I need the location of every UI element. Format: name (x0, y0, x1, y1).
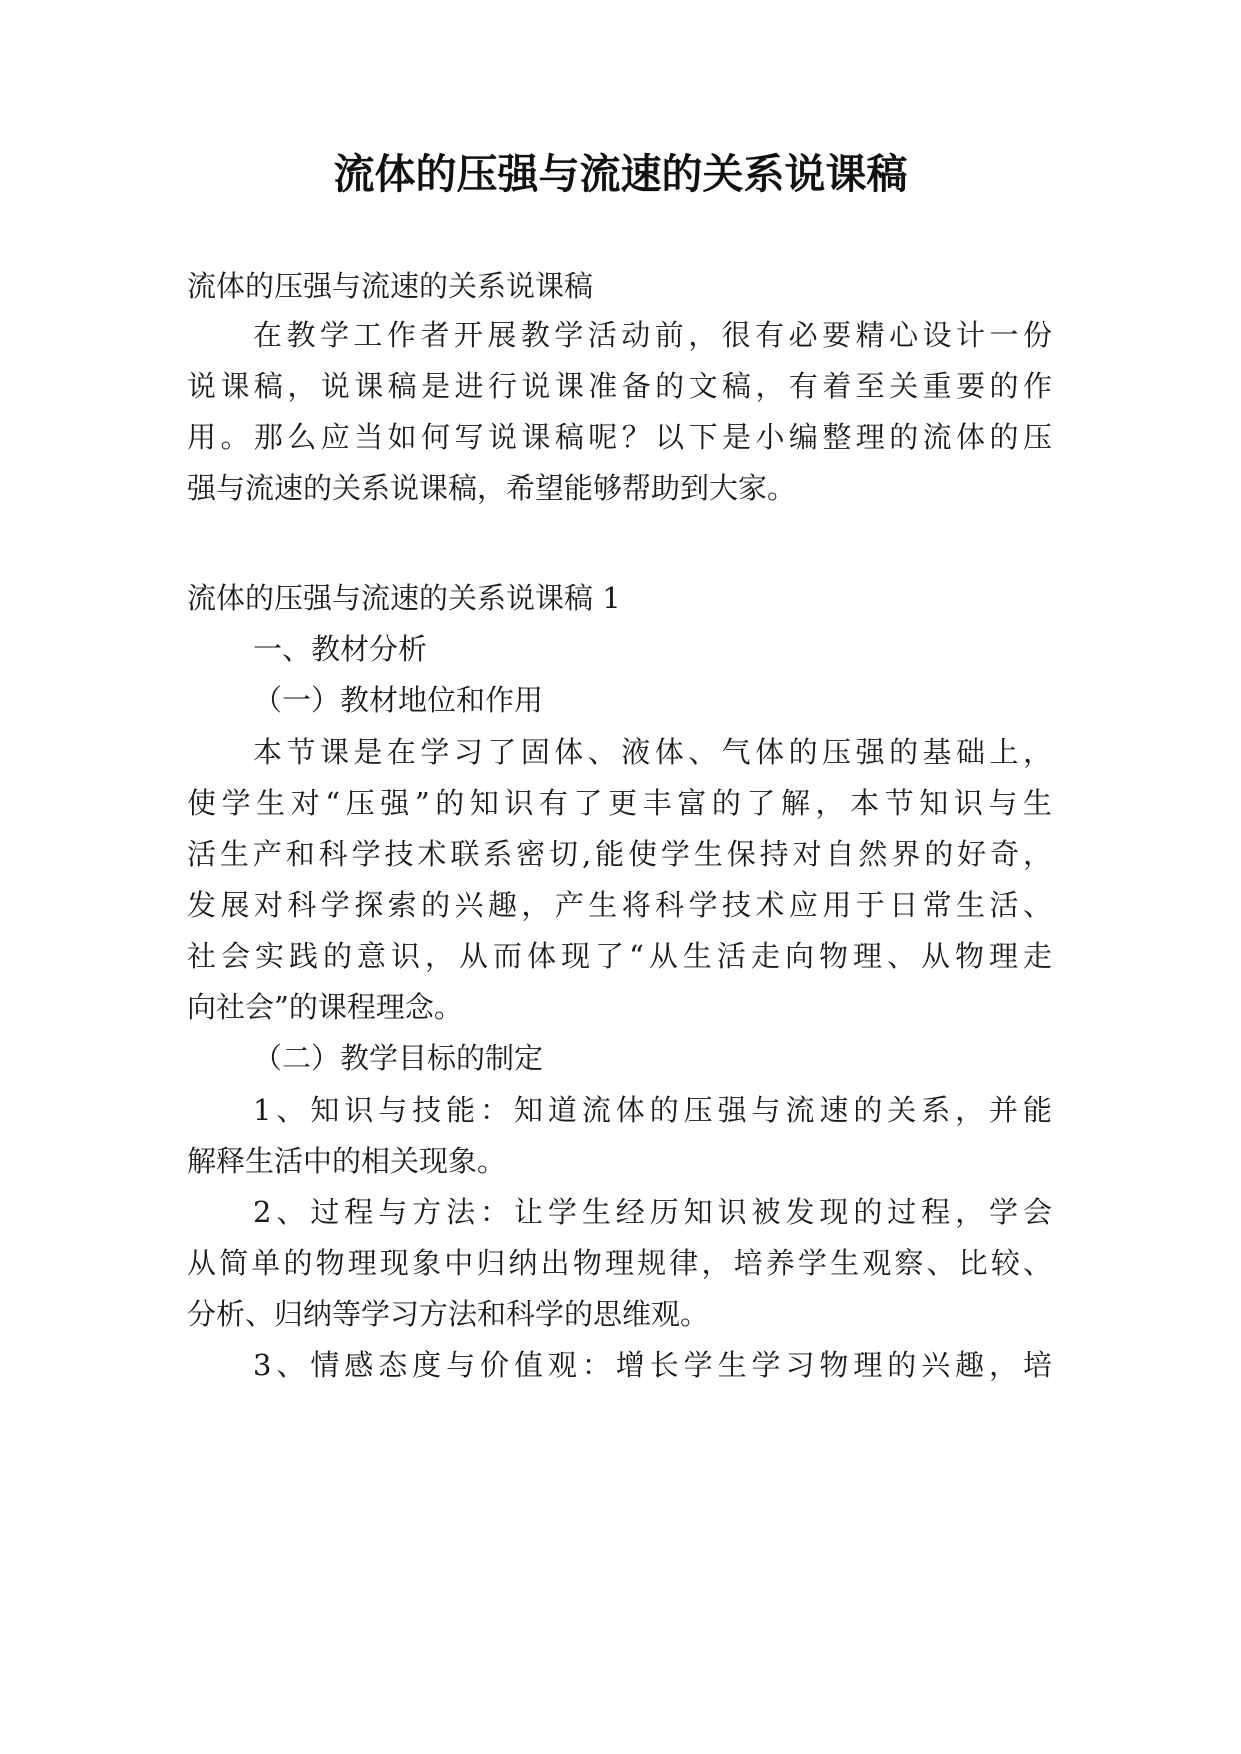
paragraph-line: 分析、归纳等学习方法和科学的思维观。 (187, 1297, 710, 1331)
paragraph-line: 强与流速的关系说课稿，希望能够帮助到大家。 (187, 471, 797, 505)
paragraph-line: 3、情感态度与价值观：增长学生学习物理的兴趣，培 (253, 1348, 1052, 1382)
paragraph-line: 活生产和科学技术联系密切,能使学生保持对自然界的好奇， (187, 837, 1052, 871)
section-heading: 一、教材分析 (253, 632, 428, 666)
paragraph-line: 从简单的物理现象中归纳出物理规律，培养学生观察、比较、 (187, 1246, 1052, 1280)
paragraph-line: 本节课是在学习了固体、液体、气体的压强的基础上， (253, 735, 1052, 769)
paragraph-line: 说课稿，说课稿是进行说课准备的文稿，有着至关重要的作 (187, 369, 1052, 403)
paragraph-line: 向社会”的课程理念。 (187, 990, 463, 1024)
paragraph-line: 解释生活中的相关现象。 (187, 1144, 507, 1178)
subsection-heading: （一）教材地位和作用 (253, 683, 544, 717)
paragraph-line: 2、过程与方法：让学生经历知识被发现的过程，学会 (253, 1195, 1052, 1229)
paragraph-line: 社会实践的意识，从而体现了“从生活走向物理、从物理走 (187, 939, 1052, 973)
section-heading: 流体的压强与流速的关系说课稿 1 (187, 581, 621, 615)
document-title: 流体的压强与流速的关系说课稿 (333, 150, 908, 198)
paragraph-line: 在教学工作者开展教学活动前，很有必要精心设计一份 (253, 318, 1052, 352)
paragraph-line: 1、知识与技能：知道流体的压强与流速的关系，并能 (253, 1093, 1052, 1127)
paragraph-line: 发展对科学探索的兴趣，产生将科学技术应用于日常生活、 (187, 888, 1052, 922)
subsection-heading: （二）教学目标的制定 (253, 1041, 544, 1075)
paragraph-line: 用。那么应当如何写说课稿呢？以下是小编整理的流体的压 (187, 420, 1052, 454)
paragraph-line: 使学生对“压强”的知识有了更丰富的了解，本节知识与生 (187, 786, 1052, 820)
subtitle-line: 流体的压强与流速的关系说课稿 (187, 269, 594, 303)
